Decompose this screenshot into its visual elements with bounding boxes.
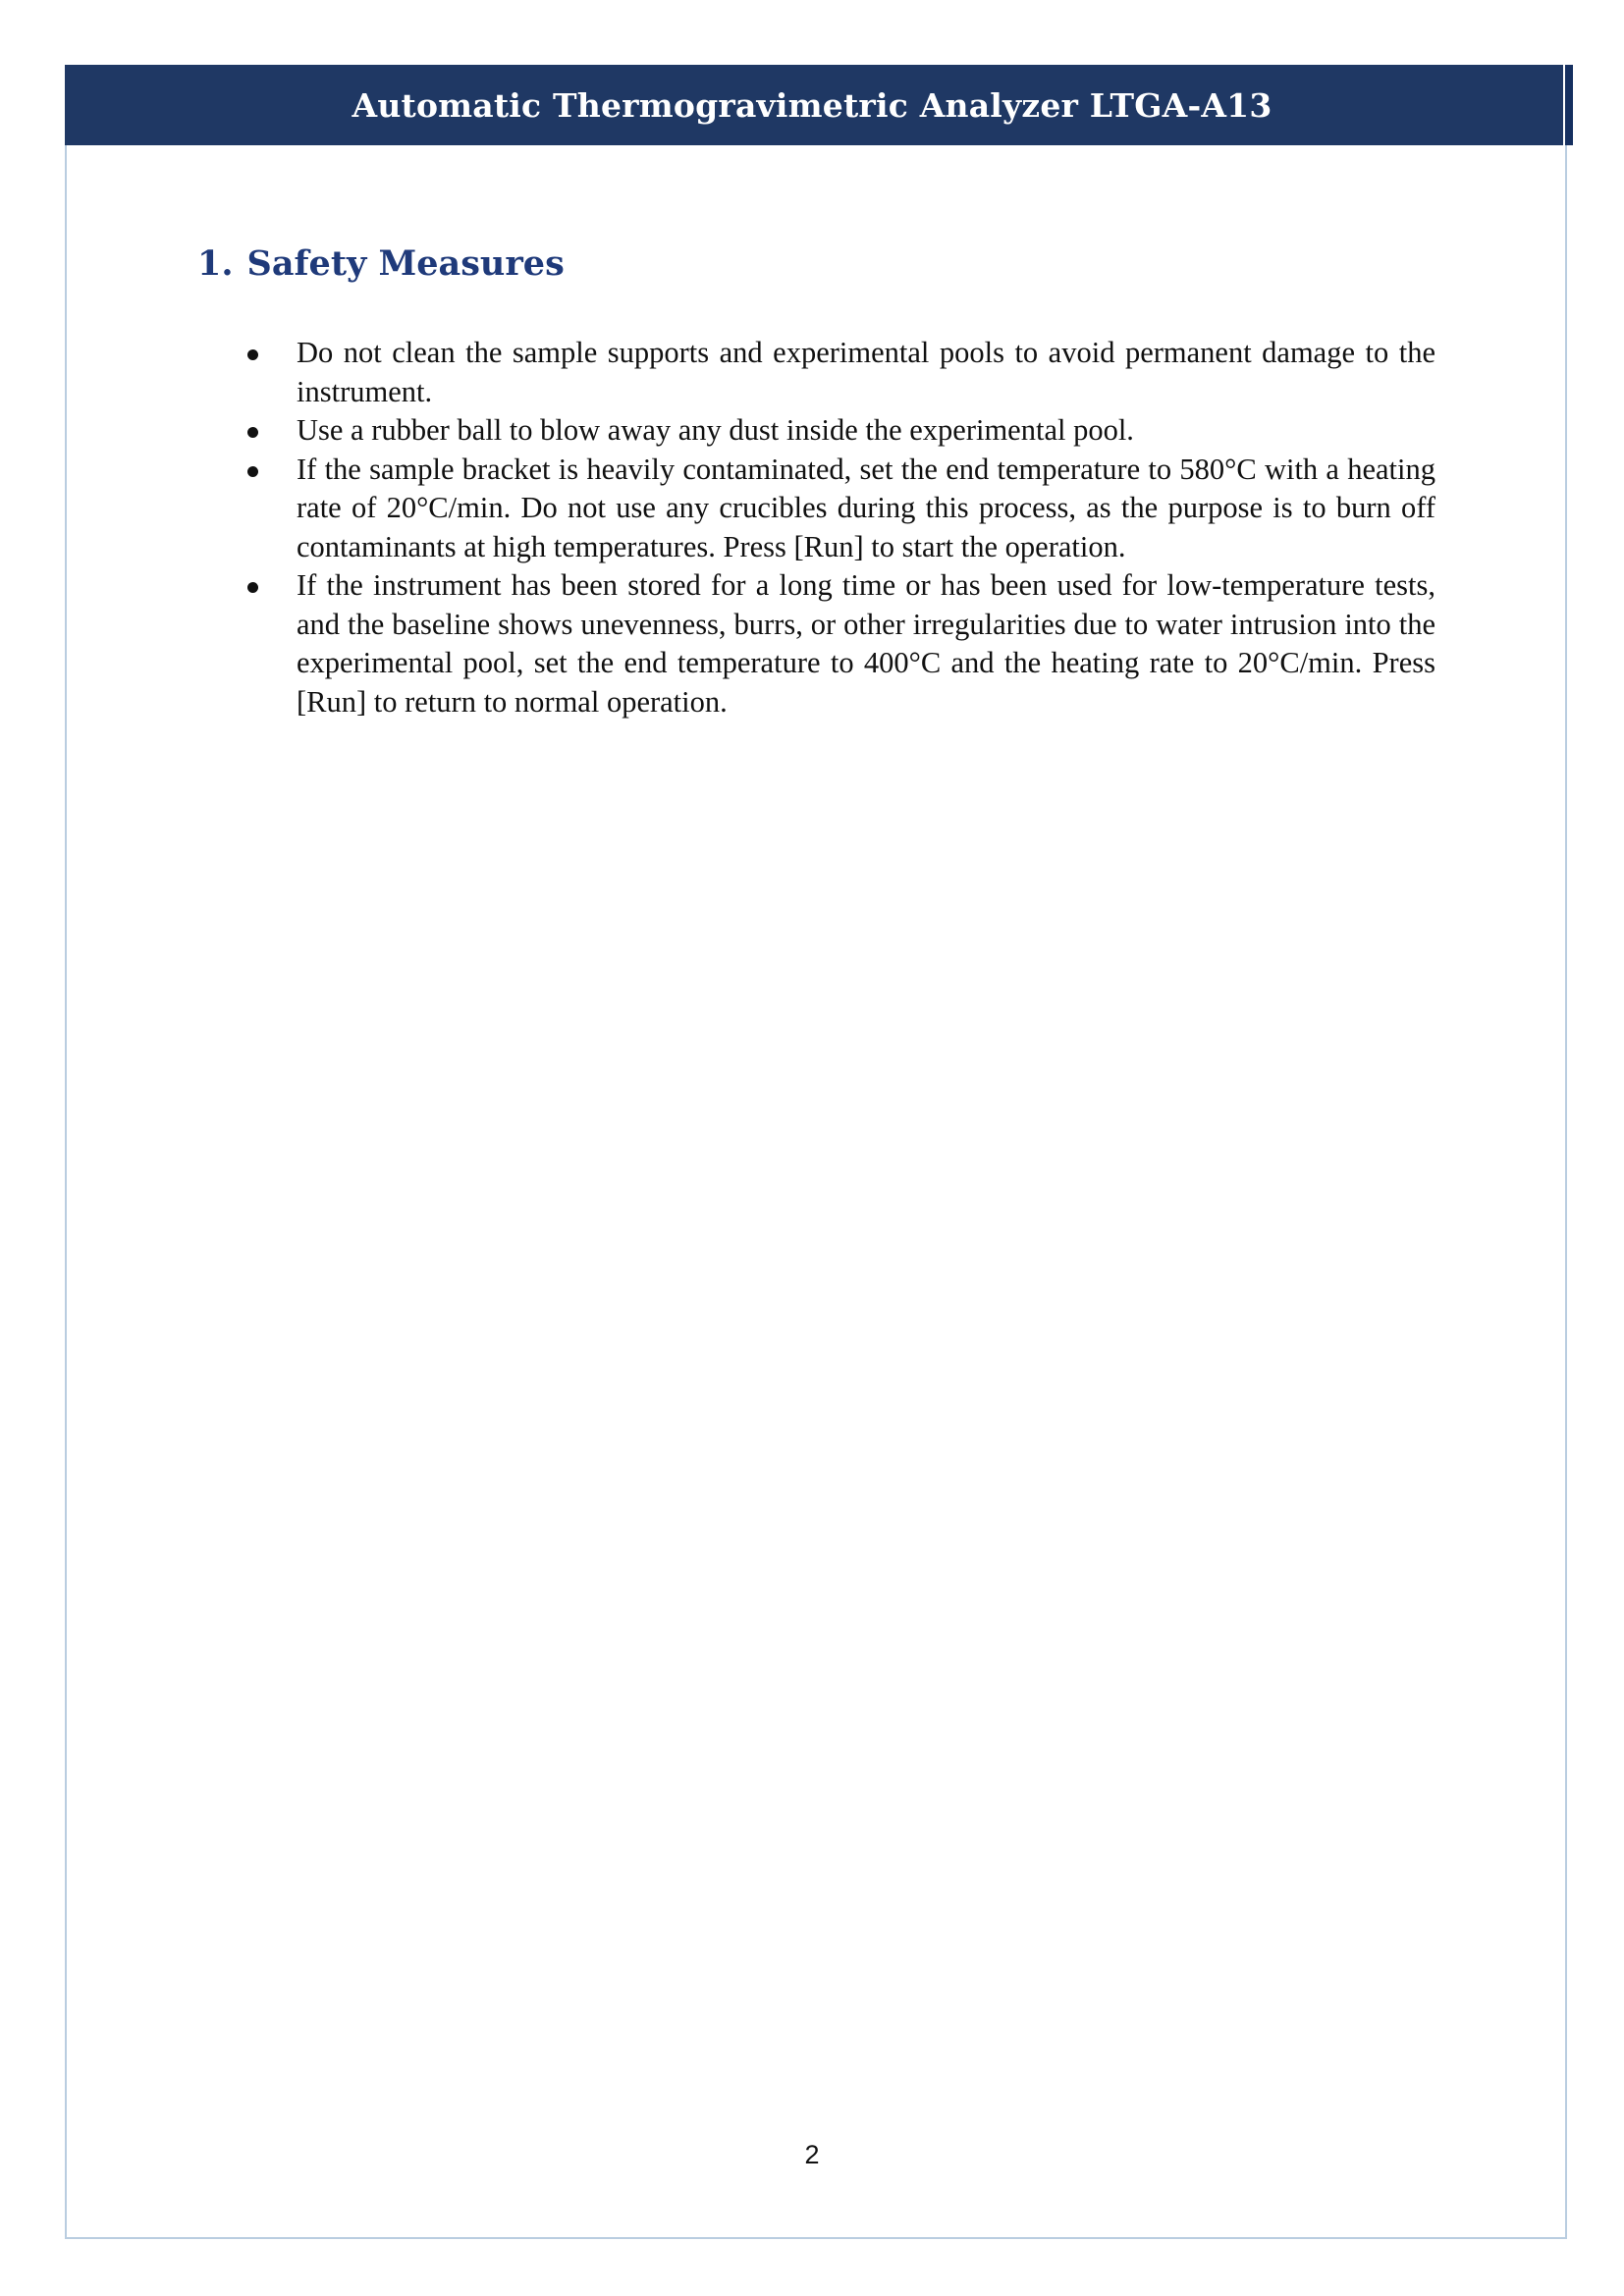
section-number: 1.	[197, 243, 234, 284]
list-item	[196, 451, 1435, 567]
bullet-icon	[247, 427, 258, 438]
list-item	[196, 566, 1435, 721]
section-title: Safety Measures	[246, 243, 565, 284]
section-heading	[197, 243, 565, 284]
list-item	[196, 334, 1435, 411]
document-title: Automatic Thermogravimetric Analyzer LTGA-A13	[352, 85, 1272, 125]
list-item-text: If the instrument has been stored for a long time or has been used for low-temperature tests, and the baseline shows unevenness, burrs, or other irregularities due to water intrusion into the experimental pool, set the end temperature to 400°C and the heating rate to 20°C/min. Press [Run] to return to normal operation.	[297, 568, 1435, 719]
list-item-text: Do not clean the sample supports and experimental pools to avoid permanent damage to the instrument.	[297, 336, 1435, 408]
list-item-text: If the sample bracket is heavily contaminated, set the end temperature to 580°C with a heating rate of 20°C/min. Do not use any crucibles during this process, as the purpose is to burn off contaminants at high temperatures. Press [Run] to start the operation.	[297, 452, 1435, 563]
header-accent-stripe	[1563, 65, 1573, 145]
bullet-icon	[247, 349, 258, 360]
list-item-text: Use a rubber ball to blow away any dust inside the experimental pool.	[297, 413, 1134, 447]
list-item	[196, 411, 1435, 451]
document-header	[65, 65, 1573, 145]
bullet-icon	[247, 466, 258, 477]
bullet-icon	[247, 582, 258, 593]
safety-bullet-list	[196, 334, 1435, 721]
page-number: 2	[804, 2140, 820, 2169]
